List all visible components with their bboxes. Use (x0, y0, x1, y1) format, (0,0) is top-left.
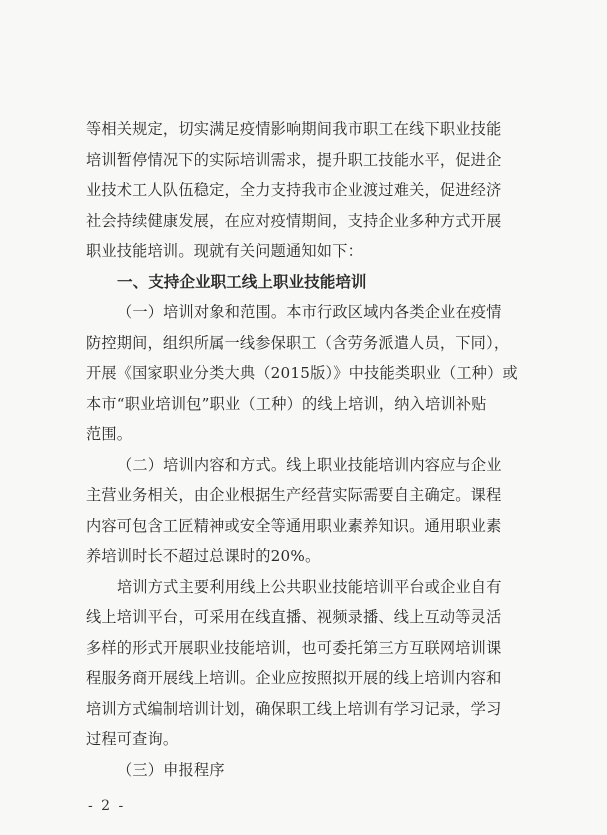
item-2-paragraph (86, 450, 556, 572)
text-line: 线上培训平台，可采用在线直播、视频录播、线上互动等灵活 (86, 608, 502, 626)
text-line: 职业技能培训。现就有关问题通知如下： (86, 242, 363, 260)
text-line: （二）培训内容和方式。线上职业技能培训内容应与企业 (117, 455, 502, 474)
text-line: 业技术工人队伍稳定，全力支持我市企业渡过难关，促进经济 (86, 181, 502, 199)
text-line: 范围。 (86, 425, 133, 443)
document-body (86, 114, 556, 785)
subsection-heading: （三）申报程序 (117, 760, 225, 779)
text-line: 防控期间，组织所属一线参保职工（含劳务派遣人员，下同）， (86, 333, 510, 352)
text-line: 培训暂停情况下的实际培训需求，提升职工技能水平，促进企 (86, 150, 502, 169)
text-line: 开展《国家职业分类大典（2015版）》中技能类职业（工种）或 (86, 364, 518, 382)
text-line: 内容可包含工匠精神或安全等通用职业素养知识。通用职业素 (86, 516, 502, 535)
section-heading: 一、支持企业职工线上职业技能培训 (117, 272, 367, 291)
item-3-heading-paragraph (86, 755, 556, 786)
text-line: 培训方式编制培训计划，确保职工线上培训有学习记录，学习 (86, 699, 502, 718)
text-line: 社会持续健康发展，在应对疫情期间，支持企业多种方式开展 (86, 211, 502, 230)
text-line: 本市“职业培训包”职业（工种）的线上培训，纳入培训补贴 (86, 394, 487, 413)
text-line: 过程可查询。 (86, 730, 179, 748)
text-line: 等相关规定，切实满足疫情影响期间我市职工在线下职业技能 (86, 120, 502, 138)
text-line: 培训方式主要利用线上公共职业技能培训平台或企业自有 (117, 577, 502, 596)
text-line: 主营业务相关，由企业根据生产经营实际需要自主确定。课程 (86, 486, 502, 504)
text-line: （一）培训对象和范围。本市行政区域内各类企业在疫情 (117, 303, 502, 321)
text-line: 多样的形式开展职业技能培训，也可委托第三方互联网培训课 (86, 638, 502, 657)
text-line: 程服务商开展线上培训。企业应按照拟开展的线上培训内容和 (86, 669, 502, 687)
text-line: 养培训时长不超过总课时的20%。 (86, 547, 321, 565)
page-number: - 2 - (88, 798, 126, 814)
item-1-paragraph (86, 297, 556, 450)
training-method-paragraph (86, 572, 556, 755)
intro-paragraph (86, 114, 556, 267)
